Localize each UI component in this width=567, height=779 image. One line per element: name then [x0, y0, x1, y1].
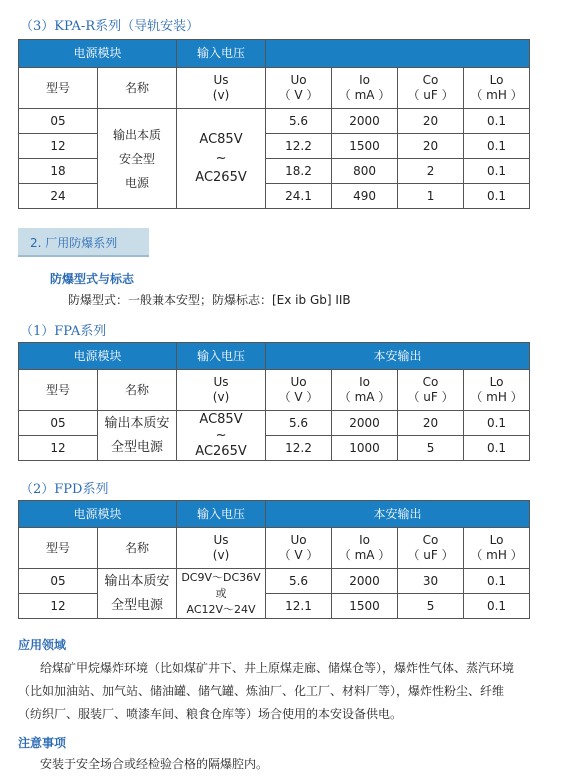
- cell-co: 20: [398, 134, 464, 159]
- cell-input: DC9V～DC36V 或 AC12V～24V: [177, 569, 266, 619]
- section-kpa-r-title: （3）KPA-R系列（导轨安装）: [20, 19, 200, 34]
- cell-io: 800: [332, 159, 398, 184]
- cell-lo: 0.1: [464, 184, 530, 209]
- col-us: Us (v): [177, 528, 266, 569]
- col-lo: Lo （ mH ）: [464, 370, 530, 411]
- header-input: 输入电压: [177, 343, 266, 370]
- cell-uo: 24.1: [266, 184, 332, 209]
- col-uo: Uo （ V ）: [266, 370, 332, 411]
- cell-model: 05: [19, 411, 98, 436]
- col-io: Io （ mA ）: [332, 370, 398, 411]
- col-uo: Uo （ V ）: [266, 528, 332, 569]
- fpd-table: [18, 500, 530, 619]
- cell-name: 输出本质 安全型 电源: [98, 109, 177, 209]
- col-name: 名称: [98, 68, 177, 109]
- table-row: [19, 134, 530, 159]
- cell-io: 1000: [332, 436, 398, 461]
- cell-lo: 0.1: [464, 411, 530, 436]
- col-name: 名称: [98, 528, 177, 569]
- col-us: Us (v): [177, 370, 266, 411]
- header-output: 本安输出: [266, 343, 530, 370]
- cell-co: 2: [398, 159, 464, 184]
- cell-uo: 12.1: [266, 594, 332, 619]
- cell-io: 2000: [332, 109, 398, 134]
- table-row: [19, 594, 530, 619]
- cell-lo: 0.1: [464, 134, 530, 159]
- notes-text: 安装于安全场合或经检验合格的隔爆腔内。: [40, 757, 269, 771]
- cell-co: 5: [398, 436, 464, 461]
- col-io: Io （ mA ）: [332, 528, 398, 569]
- cell-uo: 18.2: [266, 159, 332, 184]
- cell-co: 5: [398, 594, 464, 619]
- cell-io: 490: [332, 184, 398, 209]
- col-co: Co （ uF ）: [398, 528, 464, 569]
- cell-uo: 5.6: [266, 569, 332, 594]
- cell-name: 输出本质安 全型电源: [98, 569, 177, 619]
- col-co: Co （ uF ）: [398, 370, 464, 411]
- cell-model: 05: [19, 109, 98, 134]
- col-model: 型号: [19, 528, 98, 569]
- header-module: 电源模块: [19, 501, 177, 528]
- kpa-r-table: [18, 39, 530, 209]
- header-module: 电源模块: [19, 343, 177, 370]
- col-io: Io （ mA ）: [332, 68, 398, 109]
- section-fpa-title: （1）FPA系列: [20, 324, 107, 339]
- cell-input: AC85V ~ AC265V: [177, 109, 266, 209]
- cell-model: 05: [19, 569, 98, 594]
- cell-model: 12: [19, 594, 98, 619]
- section-banner: [18, 228, 149, 257]
- cell-model: 18: [19, 159, 98, 184]
- cell-co: 1: [398, 184, 464, 209]
- cell-uo: 5.6: [266, 411, 332, 436]
- cell-lo: 0.1: [464, 159, 530, 184]
- col-us: Us (v): [177, 68, 266, 109]
- cell-input: AC85V ~ AC265V: [177, 411, 266, 461]
- header-module: 电源模块: [19, 40, 177, 68]
- col-name: 名称: [98, 370, 177, 411]
- col-uo: Uo （ V ）: [266, 68, 332, 109]
- table-row: [19, 159, 530, 184]
- col-model: 型号: [19, 370, 98, 411]
- table-row: [19, 411, 530, 436]
- cell-uo: 12.2: [266, 436, 332, 461]
- header-output-empty: [266, 40, 530, 68]
- cell-lo: 0.1: [464, 594, 530, 619]
- header-input: 输入电压: [177, 501, 266, 528]
- col-co: Co （ uF ）: [398, 68, 464, 109]
- cell-co: 20: [398, 411, 464, 436]
- section-fpd-title: （2）FPD系列: [20, 482, 109, 497]
- application-line-1: 给煤矿甲烷爆炸环境（比如煤矿井下、井上原煤走廊、储煤仓等），爆炸性气体、蒸汽环境: [40, 661, 515, 675]
- cell-io: 1500: [332, 594, 398, 619]
- col-lo: Lo （ mH ）: [464, 528, 530, 569]
- col-lo: Lo （ mH ）: [464, 68, 530, 109]
- cell-model: 24: [19, 184, 98, 209]
- application-line-2: （比如加油站、加气站、储油罐、储气罐、炼油厂、化工厂、材料厂等），爆炸性粉尘、纤维: [18, 684, 505, 698]
- cell-lo: 0.1: [464, 569, 530, 594]
- cell-uo: 12.2: [266, 134, 332, 159]
- cell-io: 2000: [332, 411, 398, 436]
- notes-title: 注意事项: [18, 736, 67, 750]
- cell-io: 2000: [332, 569, 398, 594]
- application-line-3: （纺织厂、服装厂、喷漆车间、粮食仓库等）场合使用的本安设备供电。: [18, 707, 403, 721]
- cell-name: 输出本质安 全型电源: [98, 411, 177, 461]
- header-output: 本安输出: [266, 501, 530, 528]
- table-row: [19, 569, 530, 594]
- cell-model: 12: [19, 436, 98, 461]
- cell-uo: 5.6: [266, 109, 332, 134]
- table-row: [19, 436, 530, 461]
- explosion-proof-title: 防爆型式与标志: [50, 272, 135, 286]
- col-model: 型号: [19, 68, 98, 109]
- banner-label: 2. 厂用防爆系列: [30, 236, 118, 250]
- cell-co: 30: [398, 569, 464, 594]
- cell-lo: 0.1: [464, 436, 530, 461]
- cell-lo: 0.1: [464, 109, 530, 134]
- fpa-table: [18, 342, 530, 461]
- cell-io: 1500: [332, 134, 398, 159]
- application-title: 应用领域: [18, 638, 67, 652]
- table-row: [19, 109, 530, 134]
- cell-model: 12: [19, 134, 98, 159]
- table-row: [19, 184, 530, 209]
- cell-co: 20: [398, 109, 464, 134]
- header-input: 输入电压: [177, 40, 266, 68]
- explosion-proof-text: 防爆型式：一般兼本安型；防爆标志：[Ex ib Gb] IIB: [68, 293, 351, 307]
